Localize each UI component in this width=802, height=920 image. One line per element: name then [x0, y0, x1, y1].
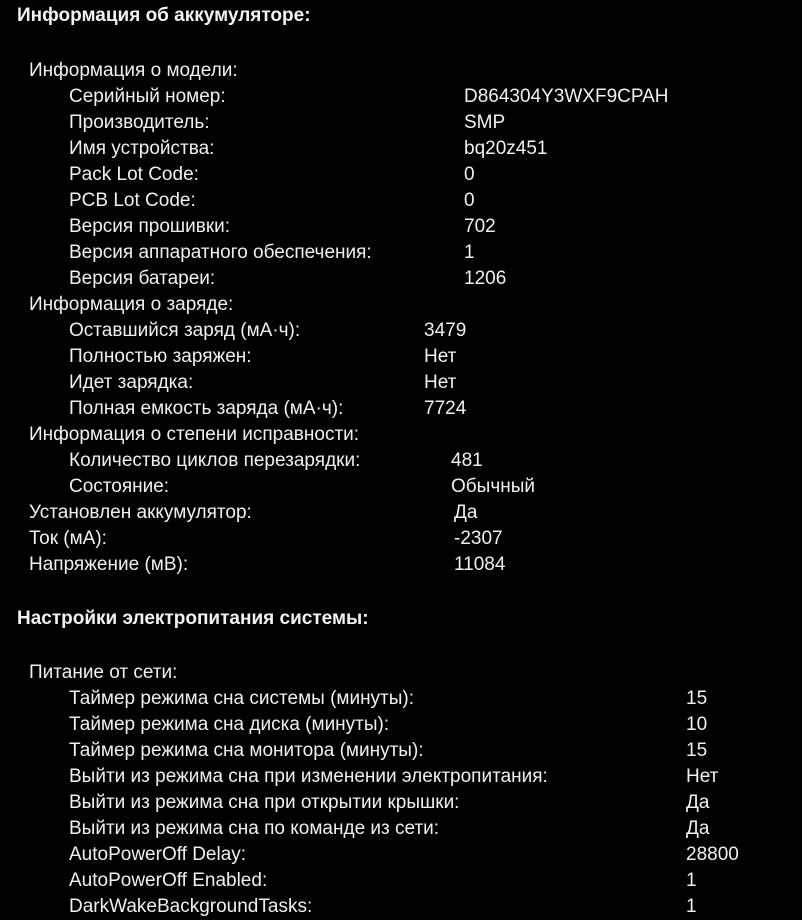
condition-value: Обычный	[451, 476, 535, 497]
voltage-label: Напряжение (мВ):	[29, 554, 189, 575]
wake-on-lid-open-value: Да	[686, 792, 710, 813]
wake-on-lan-value: Да	[686, 818, 710, 839]
disk-sleep-timer-value: 10	[686, 714, 708, 735]
autopoweroff-enabled-value: 1	[686, 870, 697, 891]
fully-charged-label: Полностью заряжен:	[69, 346, 252, 367]
power-section-title: Настройки электропитания системы:	[17, 608, 369, 629]
model-info-heading: Информация о модели:	[29, 60, 238, 81]
full-charge-capacity-value: 7724	[424, 398, 467, 419]
battery-installed-label: Установлен аккумулятор:	[29, 502, 252, 523]
firmware-version-label: Версия прошивки:	[69, 216, 231, 237]
charging-label: Идет зарядка:	[69, 372, 194, 393]
display-sleep-timer-value: 15	[686, 740, 708, 761]
charge-info-heading: Информация о заряде:	[29, 294, 234, 315]
hardware-version-value: 1	[464, 242, 475, 263]
device-name-label: Имя устройства:	[69, 138, 215, 159]
darkwake-background-tasks-value: 1	[686, 896, 697, 917]
pack-lot-code-label: Pack Lot Code:	[69, 164, 199, 185]
battery-version-label: Версия батареи:	[69, 268, 216, 289]
system-sleep-timer-value: 15	[686, 688, 708, 709]
manufacturer-value: SMP	[464, 112, 506, 133]
battery-section-title: Информация об аккумуляторе:	[17, 5, 311, 26]
wake-on-power-change-value: Нет	[686, 766, 719, 787]
system-sleep-timer-label: Таймер режима сна системы (минуты):	[69, 688, 415, 709]
battery-installed-value: Да	[454, 502, 478, 523]
ac-power-heading: Питание от сети:	[29, 662, 178, 683]
full-charge-capacity-label: Полная емкость заряда (мА·ч):	[69, 398, 344, 419]
pcb-lot-code-label: PCB Lot Code:	[69, 190, 196, 211]
autopoweroff-delay-label: AutoPowerOff Delay:	[69, 844, 247, 865]
darkwake-background-tasks-label: DarkWakeBackgroundTasks:	[69, 896, 313, 917]
autopoweroff-delay-value: 28800	[686, 844, 739, 865]
pcb-lot-code-value: 0	[464, 190, 475, 211]
serial-number-value: D864304Y3WXF9CPAH	[464, 86, 669, 107]
battery-version-value: 1206	[464, 268, 507, 289]
amperage-value: -2307	[454, 528, 503, 549]
autopoweroff-enabled-label: AutoPowerOff Enabled:	[69, 870, 268, 891]
pack-lot-code-value: 0	[464, 164, 475, 185]
charging-value: Нет	[424, 372, 457, 393]
firmware-version-value: 702	[464, 216, 496, 237]
serial-number-label: Серийный номер:	[69, 86, 226, 107]
cycle-count-label: Количество циклов перезарядки:	[69, 450, 361, 471]
device-name-value: bq20z451	[464, 138, 548, 159]
hardware-version-label: Версия аппаратного обеспечения:	[69, 242, 372, 263]
remaining-charge-label: Оставшийся заряд (мА·ч):	[69, 320, 301, 341]
health-info-heading: Информация о степени исправности:	[29, 424, 360, 445]
condition-label: Состояние:	[69, 476, 170, 497]
voltage-value: 11084	[454, 554, 506, 575]
display-sleep-timer-label: Таймер режима сна монитора (минуты):	[69, 740, 424, 761]
disk-sleep-timer-label: Таймер режима сна диска (минуты):	[69, 714, 390, 735]
wake-on-lan-label: Выйти из режима сна по команде из сети:	[69, 818, 440, 839]
remaining-charge-value: 3479	[424, 320, 467, 341]
amperage-label: Ток (мА):	[29, 528, 107, 549]
manufacturer-label: Производитель:	[69, 112, 210, 133]
wake-on-power-change-label: Выйти из режима сна при изменении электропитания:	[69, 766, 548, 787]
cycle-count-value: 481	[451, 450, 483, 471]
wake-on-lid-open-label: Выйти из режима сна при открытии крышки:	[69, 792, 460, 813]
fully-charged-value: Нет	[424, 346, 457, 367]
